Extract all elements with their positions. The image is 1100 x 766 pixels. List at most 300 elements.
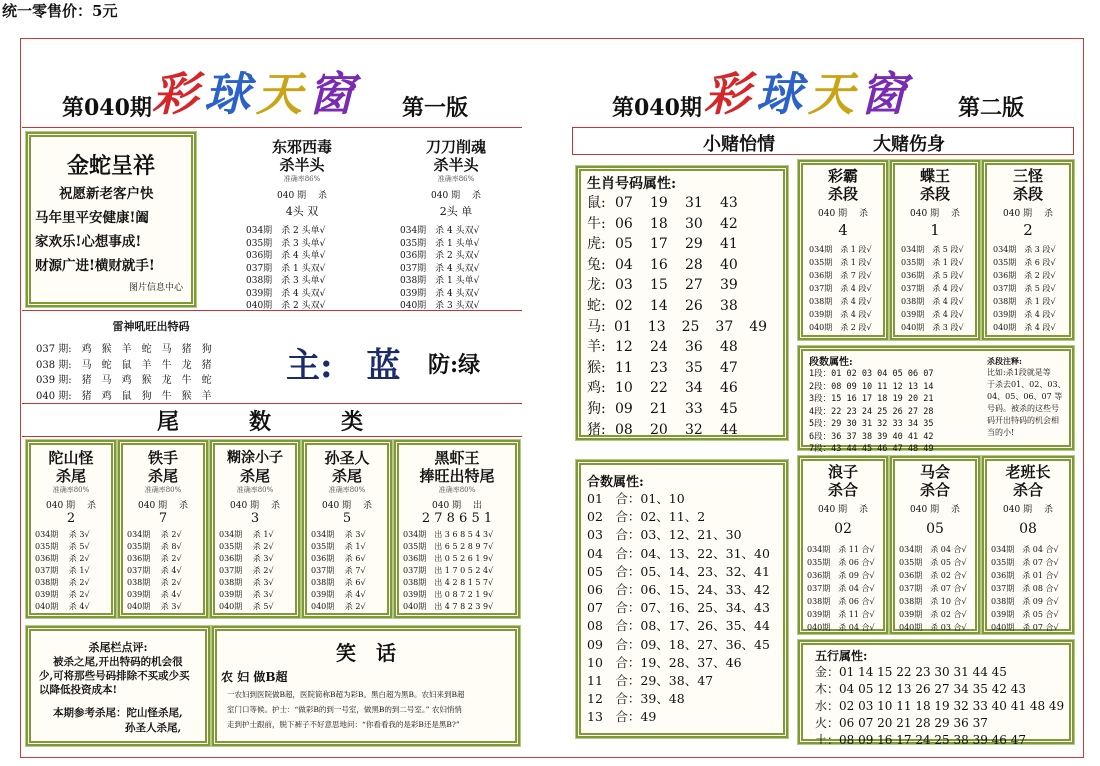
zodiac-animal: 蛇: [587,297,606,314]
zodiac-number: 38 [720,297,738,314]
left-header-rule [22,127,522,128]
history-row: 039期 杀 4 头双√ [400,288,480,299]
zodiac-number: 09 [615,400,633,417]
history-row: 038期 杀 09 合√ [991,597,1059,606]
left-issue-number: 第040期 [62,95,152,121]
leishen-block [36,318,266,404]
history-row: 035期 杀 3 头单√ [246,238,326,249]
history-row: 035期 杀 06 合√ [807,558,875,567]
joke-line: 一农妇到医院做B超，医院简称B超为彩B。黑白超为黑B。农妇来到B超 [227,690,465,699]
history-row: 040期 杀 3 段√ [901,323,964,332]
heshu-box [576,460,788,738]
card-subtitle: 杀尾 [55,467,86,485]
history-row: 039期 出 0 8 7 2 1 9√ [403,590,494,599]
zodiac-row [587,378,783,399]
heshu-row: 02 合：02、11、2 [587,509,706,525]
card-subtitle: 杀段 [827,185,858,203]
zodiac-number: 27 [685,277,703,294]
duan-card-dieqing [890,160,980,340]
zodiac-number: 41 [720,236,738,253]
history-row: 034期 杀 04 合√ [991,545,1059,554]
zodiac-number: 24 [650,339,668,356]
duan-attr-title: 段数属性: [809,357,853,368]
duan-note-line: 号码。被杀的这些号 [987,404,1059,413]
heshu-row: 09 合：09、18、27、36、45 [587,636,770,652]
heshu-row: 08 合：08、17、26、35、44 [587,618,770,634]
zodiac-number: 14 [650,297,668,314]
card-title: 东邪西毒 [271,138,332,156]
he-card-laobanzhang [982,456,1074,634]
zodiac-number: 13 [647,318,666,335]
history-row: 036期 杀 3√ [219,554,274,563]
history-row: 040期 杀 4 段√ [993,323,1056,332]
heshu-title: 合数属性: [587,475,644,490]
zodiac-number: 34 [685,380,703,397]
history-row: 035期 杀 2√ [219,542,274,551]
right-issue-number: 第040期 [612,95,702,121]
duan-row: 3段：15 16 17 18 19 20 21 [809,394,934,404]
heshu-row: 03 合：03、12、21、30 [587,527,742,543]
zodiac-row [587,234,783,255]
tail-card-heixia [394,440,520,618]
card-issue: 040 期 杀 [138,501,188,511]
motto-right: 大赌伤身 [873,134,945,155]
card-value: 5 [342,511,352,526]
duan-attr-box [798,346,1074,454]
accuracy-rate: 准确率80% [144,486,182,494]
history-row: 038期 杀 2√ [127,578,182,587]
zodiac-number: 46 [720,380,738,397]
wuxing-row: 金：01 14 15 22 23 30 31 44 45 [815,665,1007,679]
history-row: 038期 杀 4 段√ [901,297,964,306]
leishen-title: 雷神吼旺出特码 [112,320,190,333]
card-issue: 040 期 杀 [818,209,868,219]
zodiac-number: 20 [650,421,668,438]
zodiac-number: 06 [615,215,633,232]
history-row: 035期 杀 5√ [35,542,90,551]
card-title: 马会 [919,463,950,481]
history-row: 039期 杀 4 段√ [993,310,1056,319]
history-row: 040期 杀 3 头双√ [400,301,480,311]
history-row: 036期 杀 2√ [35,554,90,563]
history-row: 034期 杀 2 头单√ [246,226,326,236]
history-row: 036期 杀 7 段√ [809,271,872,280]
duan-row: 4段：22 23 24 25 26 27 28 [809,406,934,417]
history-row: 039期 杀 05 合√ [991,610,1059,619]
duan-note-line: 于杀去01、02、03、 [987,380,1066,389]
zodiac-number: 04 [615,256,633,273]
history-row: 035期 杀 1 段√ [809,258,872,267]
history-row: 040期 杀 03 合√ [899,623,967,632]
card-value: 2 [1023,221,1033,239]
card-title: 黑虾王 [434,449,480,467]
history-row: 034期 杀 11 合√ [807,545,875,554]
heshu-row: 11 合：29、38、47 [587,673,714,689]
history-row: 040期 杀 2 段√ [809,323,872,332]
history-row: 037期 杀 1 头双√ [246,263,326,274]
history-row: 039期 杀 4 头双√ [246,288,326,299]
history-row: 037期 杀 1√ [35,566,90,575]
card-title: 三怪 [1012,167,1043,185]
history-row: 036期 杀 2 段√ [993,271,1056,280]
zodiac-row [587,337,783,358]
card-issue: 040 期 出 [432,501,482,511]
duan-note-line: 04、05、06、07 等 [987,392,1063,401]
zodiac-row [587,317,783,338]
blessing-line: 家欢乐!心想事成! [35,234,142,250]
motto-left: 小赌怡情 [703,134,775,155]
history-row: 035期 出 6 5 2 8 9 7√ [403,542,494,551]
history-row: 034期 杀 1√ [219,530,274,539]
review-line: 以降低投资成本! [39,684,118,696]
duan-card-sanguai [982,160,1074,340]
zodiac-row [587,399,783,420]
card-dongxie [232,138,372,311]
history-row: 035期 杀 1 段√ [901,258,964,267]
zodiac-animal: 龙: [587,277,606,294]
history-row: 037期 杀 2√ [219,566,274,575]
history-row: 038期 杀 06 合√ [807,597,875,606]
zodiac-number: 03 [615,277,633,294]
zodiac-number: 18 [650,215,668,232]
wuxing-title: 五行属性: [815,649,868,663]
card-issue: 040 期 杀 [818,505,868,515]
section-rule [22,436,522,437]
history-row: 040期 杀 4√ [35,602,90,611]
history-row: 038期 出 4 2 8 1 5 7√ [403,578,494,587]
history-row: 034期 杀 3√ [311,530,366,539]
zodiac-number: 39 [720,277,738,294]
history-row: 037期 杀 4 段√ [901,284,964,293]
blessing-title: 金蛇呈祥 [66,153,155,179]
zodiac-number: 19 [650,195,668,211]
history-row: 037期 杀 04 合√ [807,584,875,593]
zodiac-title: 生肖号码属性: [587,176,677,192]
card-subtitle: 杀段 [919,185,950,203]
tail-card-tieshou [118,440,208,618]
accuracy-rate: 准确率86% [283,175,321,183]
history-row: 037期 杀 07 合√ [899,584,967,593]
zodiac-number: 45 [720,400,738,417]
zodiac-number: 36 [685,339,703,356]
duan-row: 2段：08 09 10 11 12 13 14 [809,381,934,392]
tail-card-hutu [210,440,300,618]
history-row: 037期 杀 7√ [311,566,366,575]
zodiac-number: 26 [685,297,703,314]
card-title: 浪子 [827,463,858,481]
history-row: 040期 杀 04 合√ [807,623,875,632]
card-title: 铁手 [147,449,178,467]
zodiac-number: 28 [685,256,703,273]
zodiac-number: 29 [685,236,703,253]
zodiac-number: 01 [614,318,632,335]
history-row: 036期 杀 02 合√ [899,571,967,580]
history-row: 038期 杀 2√ [35,578,90,587]
accuracy-rate: 准确率80% [328,486,366,494]
motto-banner [572,127,1074,155]
zodiac-number: 48 [720,339,738,356]
card-value: 02 [834,521,852,537]
history-row: 039期 杀 11 合√ [807,610,875,619]
tail-card-sunsheng [302,440,392,618]
leishen-row: 040 期: 猪 鸡 鼠 狗 牛 猴 羊 [36,390,212,402]
wuxing-row: 木：04 05 12 13 26 27 34 35 42 43 [815,682,1027,696]
zodiac-row [587,214,783,235]
zodiac-number: 31 [685,195,703,211]
leishen-row: 039 期: 猪 马 鸡 猴 龙 牛 蛇 [36,375,212,386]
duan-note-title: 杀段注释: [987,356,1022,366]
review-line: 被杀之尾,开出特码的机会很 [53,656,183,668]
history-row: 035期 杀 05 合√ [899,558,967,567]
joke-subtitle: 农 妇 做B超 [221,670,288,684]
history-row: 039期 杀 02 合√ [899,610,967,619]
right-edition: 第二版 [958,95,1025,121]
zodiac-number: 11 [615,359,633,376]
accuracy-rate: 准确率80% [438,486,476,494]
heshu-row: 01 合：01、10 [587,491,685,506]
review-title: 杀尾栏点评: [88,641,148,654]
duan-row: 5段：29 30 31 32 33 34 35 [809,419,934,429]
history-row: 034期 杀 1 段√ [809,245,872,254]
history-row: 039期 杀 4√ [311,590,366,599]
zodiac-number: 47 [720,359,738,376]
zodiac-number: 42 [720,215,738,232]
history-row: 034期 杀 04 合√ [899,545,967,554]
history-row: 038期 杀 10 合√ [899,597,967,606]
card-issue: 040 期 杀 [277,191,327,201]
zodiac-animal: 鼠: [587,195,606,211]
card-title: 蝶王 [919,167,950,185]
card-value: 1 [930,221,940,239]
card-value: 7 [158,511,168,526]
zodiac-animal: 猪: [587,421,606,438]
history-row: 036期 杀 5 段√ [901,271,964,280]
main-color-blue: 主: 蓝 [286,346,401,386]
card-subtitle: 捧旺出特尾 [419,467,495,485]
zodiac-animal: 羊: [587,339,606,356]
zodiac-number: 35 [685,359,703,376]
left-logo: 彩球天窗 [152,67,360,121]
history-row: 039期 杀 4 段√ [809,310,872,319]
joke-title: 笑 话 [336,641,396,665]
zodiac-number: 23 [650,359,668,376]
history-row: 036期 出 0 5 2 6 1 9√ [403,554,494,563]
zodiac-animal: 虎: [587,236,606,253]
card-subtitle: 杀尾 [331,467,362,485]
card-title: 刀刀削魂 [425,138,486,156]
card-value: 05 [926,521,944,537]
zodiac-number: 21 [650,400,668,417]
card-value: 2头 单 [439,205,473,218]
joke-line: 室门口等候。护士：“做彩B的到一号室，做黑B的到二号室。” 农妇悄悄 [227,705,462,714]
card-subtitle: 杀合 [827,481,858,499]
duan-note-line: 比如:杀1段就是等 [987,368,1051,377]
heshu-row: 13 合：49 [587,709,657,725]
card-issue: 040 期 杀 [431,191,481,201]
history-row: 034期 杀 3√ [35,530,90,539]
zodiac-number: 22 [650,380,668,397]
card-subtitle: 杀合 [1012,481,1043,499]
history-row: 040期 杀 3√ [127,602,182,611]
duan-card-caiba [798,160,888,340]
zodiac-number: 43 [720,195,738,211]
wuxing-row: 土：08 09 16 17 24 25 38 39 46 47 [815,733,1027,747]
card-daodao [386,138,526,311]
card-subtitle: 杀合 [919,481,950,499]
card-issue: 040 期 杀 [322,501,372,511]
history-row: 034期 杀 2√ [127,530,182,539]
blessing-line: 财源广进!横财就手! [35,258,155,274]
zodiac-animal: 兔: [587,256,606,273]
history-row: 038期 杀 4 段√ [809,297,872,306]
card-title: 糊涂小子 [227,450,283,466]
history-row: 039期 杀 4√ [127,590,182,599]
zodiac-row [587,275,783,296]
tail-review-box [26,626,210,746]
card-title: 彩霸 [827,167,858,185]
heshu-row: 10 合：19、28、37、46 [587,654,742,670]
history-row: 036期 杀 09 合√ [807,571,875,580]
right-logo: 彩球天窗 [704,67,912,121]
blessing-line: 祝愿新老客户快 [59,186,154,202]
zodiac-animal: 牛: [587,215,606,232]
zodiac-number: 08 [615,421,633,438]
history-row: 038期 杀 1 段√ [993,297,1056,306]
history-row: 036期 杀 4 头单√ [246,251,326,261]
history-row: 034期 出 3 6 8 5 4 3√ [403,530,494,539]
zodiac-number: 16 [650,256,668,273]
history-row: 040期 杀 5√ [219,602,274,611]
zodiac-number: 10 [615,380,633,397]
blessing-credit: 图片信息中心 [128,283,183,293]
zodiac-number: 37 [715,318,734,335]
zodiac-row [587,358,783,379]
history-row: 035期 杀 1 头单√ [400,238,480,249]
leishen-row: 037 期: 鸡 猴 羊 蛇 马 猪 狗 [36,344,212,355]
history-row: 040期 杀 07 合√ [991,623,1059,632]
history-row: 034期 杀 4 头双√ [400,226,480,236]
history-row: 034期 杀 5 段√ [901,245,964,254]
heshu-row: 07 合：07、16、25、34、43 [587,600,770,616]
card-subtitle: 杀半头 [433,156,479,174]
history-row: 037期 杀 4 段√ [809,284,872,293]
accuracy-rate: 准确率86% [437,175,475,183]
zodiac-animal: 狗: [587,400,606,417]
zodiac-number: 17 [650,236,668,253]
zodiac-animal: 鸡: [587,380,606,397]
card-value: 2 7 8 6 5 1 [421,511,493,526]
wuxing-row: 水：02 03 10 11 18 19 32 33 40 41 48 49 [815,699,1065,713]
accuracy-rate: 准确率80% [52,486,90,494]
zodiac-row [587,193,783,214]
history-row: 039期 杀 3√ [219,590,274,599]
card-issue: 040 期 杀 [1003,209,1053,219]
history-row: 036期 杀 2√ [127,554,182,563]
backup-color-green: 防:绿 [428,352,481,378]
history-row: 037期 杀 5 段√ [993,284,1056,293]
card-value: 3 [250,511,260,526]
card-subtitle: 杀尾 [147,467,178,485]
card-title: 孙圣人 [324,449,370,467]
blessing-box [26,132,196,307]
zodiac-number: 25 [681,318,700,335]
joke-line: 走到护士跟前，脱下裤子不好意思地问：“你看看我的是彩B还是黑B?” [227,720,460,729]
card-value: 4头 双 [285,205,319,218]
history-row: 038期 杀 6√ [311,578,366,587]
zodiac-number: 30 [685,215,703,232]
heshu-row: 12 合：39、48 [587,691,685,707]
zodiac-animal: 马: [587,318,606,335]
zodiac-animal: 猴: [587,359,606,376]
zodiac-number: 49 [749,318,768,335]
history-row: 039期 杀 2√ [35,590,90,599]
card-subtitle: 杀半头 [279,156,325,174]
tail-section-title: 尾 数 类 [156,409,387,435]
review-line: 少,可将那些号码排除不买或少买 [39,670,190,682]
card-subtitle: 杀尾 [239,467,270,485]
history-row: 037期 杀 08 合√ [991,584,1059,593]
card-issue: 040 期 杀 [46,501,96,511]
heshu-row: 04 合：04、13、22、31、40 [587,545,770,561]
he-card-mahui [890,456,980,634]
left-edition: 第一版 [402,95,469,121]
history-row: 040期 出 4 7 8 2 3 9√ [403,602,494,611]
zodiac-number: 02 [615,297,633,314]
history-row: 036期 杀 01 合√ [991,571,1059,580]
history-row: 036期 杀 2 头双√ [400,251,480,261]
zodiac-number: 15 [650,277,668,294]
review-ref: 孙圣人杀尾, [125,722,182,734]
zodiac-row [587,255,783,276]
zodiac-number: 12 [615,339,633,356]
accuracy-rate: 准确率80% [236,486,274,494]
retail-price: 统一零售价：5元 [2,2,118,20]
history-row: 039期 杀 4 段√ [901,310,964,319]
zodiac-number: 33 [685,400,703,417]
history-row: 035期 杀 07 合√ [991,558,1059,567]
card-issue: 040 期 杀 [910,209,960,219]
history-row: 037期 出 1 7 0 5 2 4√ [403,566,494,575]
zodiac-number: 32 [685,421,703,438]
leishen-row: 038 期: 马 蛇 鼠 羊 牛 龙 猪 [36,359,212,371]
section-rule [22,310,522,311]
he-card-langzi [798,456,888,634]
duan-row: 6段：36 37 38 39 40 41 42 [809,431,934,442]
zodiac-number: 07 [615,195,633,211]
history-row: 038期 杀 3 头单√ [246,276,326,286]
wuxing-box [798,640,1074,747]
history-row: 038期 杀 3√ [219,578,274,587]
history-row: 035期 杀 6 段√ [993,258,1056,267]
history-row: 037期 杀 4√ [127,566,182,575]
zodiac-row [587,420,783,441]
history-row: 037期 杀 4 头双√ [400,263,480,274]
card-issue: 040 期 杀 [1003,505,1053,515]
card-subtitle: 杀段 [1012,185,1043,203]
history-row: 036期 杀 6√ [311,554,366,563]
zodiac-number: 05 [615,236,633,253]
card-value: 4 [838,221,848,239]
zodiac-number: 40 [720,256,738,273]
duan-row: 7段：43 44 45 46 47 48 49 [809,444,934,454]
joke-box [212,626,520,746]
history-row: 040期 杀 2√ [311,602,366,611]
card-title: 老班长 [1005,463,1051,481]
blessing-line: 马年里平安健康!阖 [35,210,149,226]
card-title: 陀山怪 [48,449,94,467]
zodiac-number: 44 [720,421,738,438]
history-row: 034期 杀 3 段√ [993,245,1056,254]
